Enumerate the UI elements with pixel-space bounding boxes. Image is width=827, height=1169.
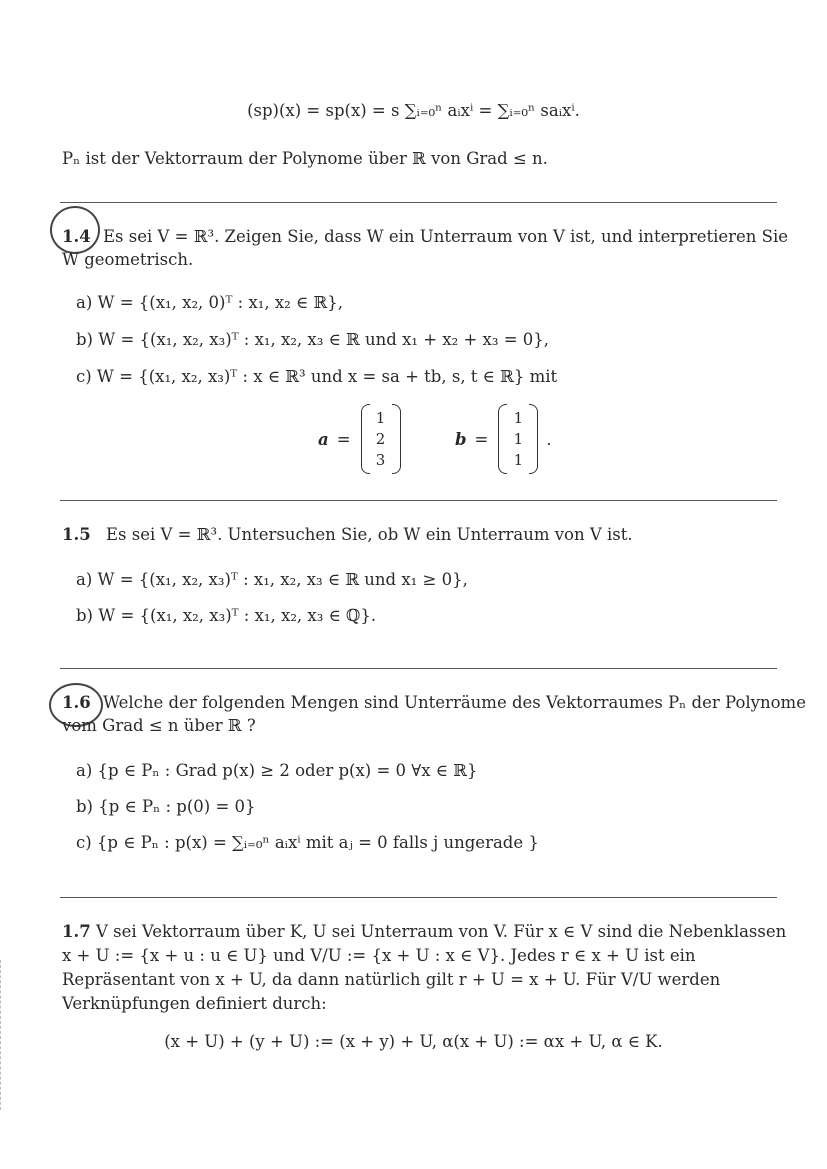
exercise-1-5-intro: Es sei V = ℝ³. Untersuchen Sie, ob W ein Unterraum von V ist. <box>106 525 633 544</box>
exercise-1-6-intro: Welche der folgenden Mengen sind Unterräume des Vektorraumes Pₙ der Polynome <box>103 693 806 712</box>
exercise-1-6-intro-cont: vom Grad ≤ n über ℝ ? <box>62 716 256 735</box>
vector-a-entries <box>370 408 392 471</box>
exercise-1-5-part-b: b) W = {(x₁, x₂, x₃)ᵀ : x₁, x₂, x₃ ∈ ℚ}. <box>76 606 377 625</box>
exercise-1-7-text: V sei Vektorraum über K, U sei Unterraum von V. Für x ∈ V sind die Nebenklassen <box>95 922 787 941</box>
exercise-1-4-part-a: a) W = {(x₁, x₂, 0)ᵀ : x₁, x₂ ∈ ℝ}, <box>76 293 343 312</box>
exercise-1-7-line-1 <box>62 921 786 943</box>
coset-operations-formula: (x + U) + (y + U) := (x + y) + U, α(x + U) := αx + U, α ∈ K. <box>164 1032 663 1051</box>
left-bracket <box>361 404 370 474</box>
vector-b <box>455 404 551 474</box>
exercise-1-6-part-b: b) {p ∈ Pₙ : p(0) = 0} <box>76 797 256 816</box>
divider <box>60 897 777 898</box>
exercise-1-5-part-a: a) W = {(x₁, x₂, x₃)ᵀ : x₁, x₂, x₃ ∈ ℝ und x₁ ≥ 0}, <box>76 570 468 589</box>
vector-b-label: b <box>455 429 467 449</box>
exercise-1-7-line-3: Repräsentant von x + U, da dann natürlich gilt r + U = x + U. Für V/U werden <box>62 970 721 989</box>
vector-a-label: a <box>318 429 329 449</box>
vector-a-entry: 1 <box>375 408 386 427</box>
exercise-1-7-line-2: x + U := {x + u : u ∈ U} und V/U := {x + U : x ∈ V}. Jedes r ∈ x + U ist ein <box>62 946 696 965</box>
exercise-1-7-line-4: Verknüpfungen definiert durch: <box>62 994 327 1013</box>
vector-b-entry: 1 <box>513 429 524 448</box>
exercise-1-6-part-c: c) {p ∈ Pₙ : p(x) = ∑ᵢ₌₀ⁿ aᵢxⁱ mit aⱼ = 0 falls j ungerade } <box>76 833 539 852</box>
right-bracket <box>392 404 401 474</box>
period: . <box>546 429 552 449</box>
equals-sign: = <box>336 429 351 449</box>
exercise-1-4-intro: Es sei V = ℝ³. Zeigen Sie, dass W ein Unterraum von V ist, und interpretieren Sie <box>103 227 789 246</box>
vector-b-entry: 1 <box>513 408 524 427</box>
vector-a-entry: 3 <box>375 450 386 469</box>
exercise-number-1-6: 1.6 <box>62 693 91 712</box>
exercise-1-6-part-a: a) {p ∈ Pₙ : Grad p(x) ≥ 2 oder p(x) = 0 ∀x ∈ ℝ} <box>76 761 478 780</box>
scalar-multiplication-formula: (sp)(x) = sp(x) = s ∑ᵢ₌₀ⁿ aᵢxⁱ = ∑ᵢ₌₀ⁿ saᵢxⁱ. <box>247 101 580 120</box>
divider <box>60 202 777 203</box>
divider <box>60 668 777 669</box>
exercise-number-1-4: 1.4 <box>62 227 91 246</box>
equals-sign: = <box>474 429 489 449</box>
exercise-1-4-part-b: b) W = {(x₁, x₂, x₃)ᵀ : x₁, x₂, x₃ ∈ ℝ und x₁ + x₂ + x₃ = 0}, <box>76 330 550 349</box>
exercise-number-1-5: 1.5 <box>62 525 91 544</box>
divider <box>60 500 777 501</box>
vector-b-entries <box>507 408 529 471</box>
exercise-1-4-intro-cont: W geometrisch. <box>62 250 194 269</box>
right-bracket <box>529 404 538 474</box>
vector-b-entry: 1 <box>513 450 524 469</box>
scan-edge-mark <box>0 960 3 1110</box>
polynomial-space-definition: Pₙ ist der Vektorraum der Polynome über ℝ von Grad ≤ n. <box>62 149 548 168</box>
exercise-number-1-7: 1.7 <box>62 922 91 941</box>
exercise-1-4-part-c: c) W = {(x₁, x₂, x₃)ᵀ : x ∈ ℝ³ und x = sa + tb, s, t ∈ ℝ} mit <box>76 367 558 386</box>
vector-a <box>318 404 401 474</box>
left-bracket <box>498 404 507 474</box>
vector-a-entry: 2 <box>375 429 386 448</box>
